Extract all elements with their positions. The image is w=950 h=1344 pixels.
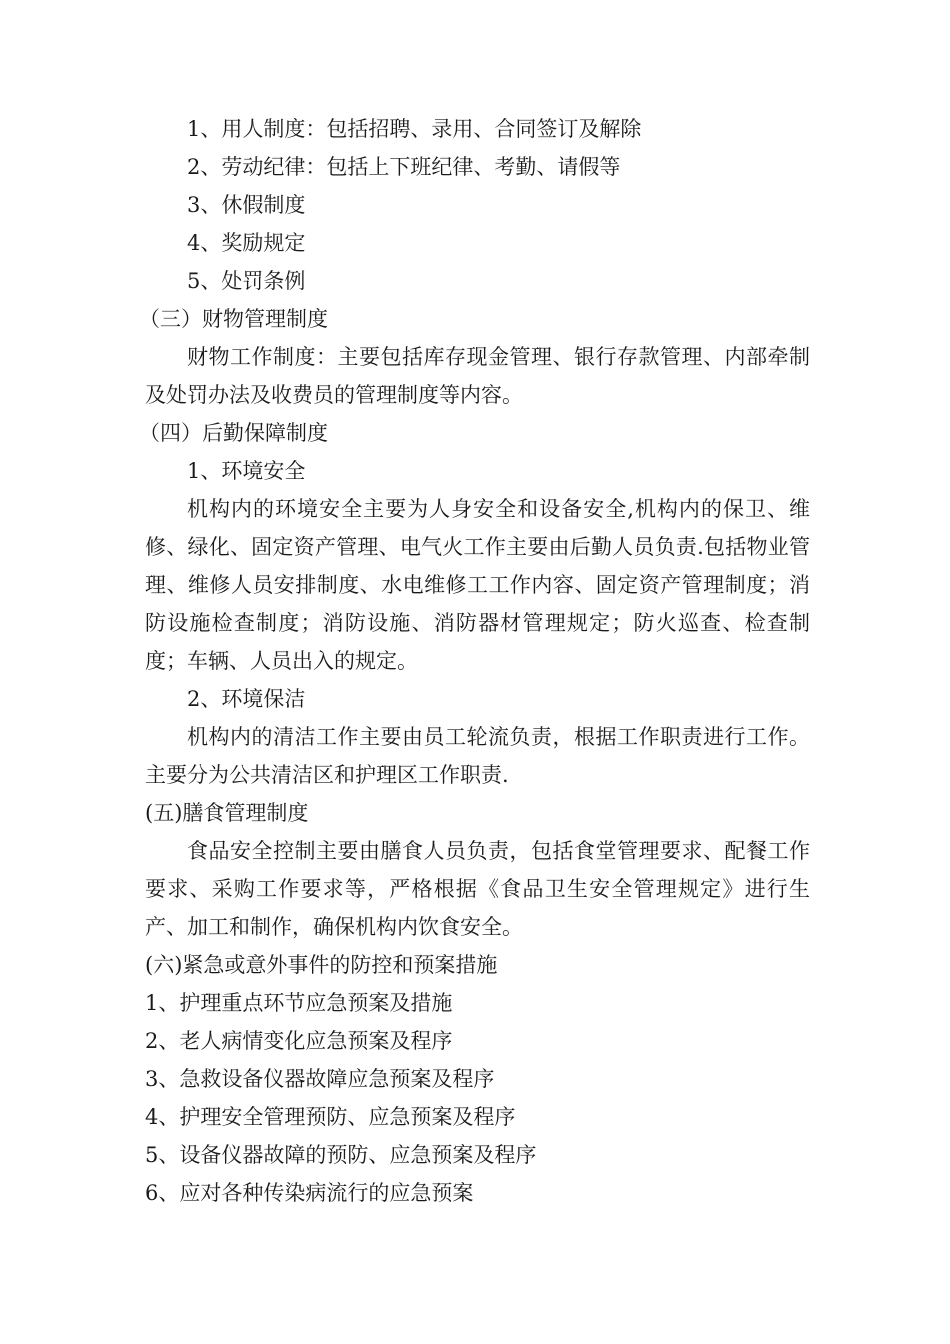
- section-6-heading: (六)紧急或意外事件的防控和预案措施: [145, 953, 498, 977]
- section-5-heading: (五)膳食管理制度: [145, 801, 309, 825]
- hr-item-1: 1、用人制度：包括招聘、录用、合同签订及解除: [187, 117, 642, 141]
- section-6-item-4: 4、护理安全管理预防、应急预案及程序: [145, 1105, 516, 1129]
- section-5-paragraph: 食品安全控制主要由膳食人员负责，包括食堂管理要求、配餐工作要求、采购工作要求等，严格根据《食品卫生安全管理规定》进行生产、加工和制作，确保机构内饮食安全。: [145, 839, 810, 939]
- hr-item-4: 4、奖励规定: [187, 231, 306, 255]
- section-4-subheading-1: 1、环境安全: [187, 459, 306, 483]
- section-6-item-1: 1、护理重点环节应急预案及措施: [145, 991, 453, 1015]
- hr-item-3: 3、休假制度: [187, 193, 306, 217]
- document-body: [139, 110, 810, 1212]
- section-4-heading: （四）后勤保障制度: [139, 421, 328, 445]
- hr-item-2: 2、劳动纪律：包括上下班纪律、考勤、请假等: [187, 155, 621, 179]
- section-4-subheading-2: 2、环境保洁: [187, 687, 306, 711]
- section-3-heading: （三）财物管理制度: [139, 307, 328, 331]
- section-6-item-5: 5、设备仪器故障的预防、应急预案及程序: [145, 1143, 537, 1167]
- section-6-item-6: 6、应对各种传染病流行的应急预案: [145, 1181, 474, 1205]
- section-4-paragraph-2: 机构内的清洁工作主要由员工轮流负责，根据工作职责进行工作。主要分为公共清洁区和护理区工作职责.: [145, 725, 810, 787]
- section-6-item-2: 2、老人病情变化应急预案及程序: [145, 1029, 453, 1053]
- section-3-paragraph: 财物工作制度：主要包括库存现金管理、银行存款管理、内部牵制及处罚办法及收费员的管理制度等内容。: [145, 345, 810, 407]
- hr-item-5: 5、处罚条例: [187, 269, 306, 293]
- section-4-paragraph-1: 机构内的环境安全主要为人身安全和设备安全,机构内的保卫、维修、绿化、固定资产管理、电气火工作主要由后勤人员负责.包括物业管理、维修人员安排制度、水电维修工工作内容、固定资产管理制度；消防设施检查制度；消防设施、消防器材管理规定；防火巡查、检查制度；车辆、人员出入的规定。: [145, 497, 810, 673]
- section-6-item-3: 3、急救设备仪器故障应急预案及程序: [145, 1067, 495, 1091]
